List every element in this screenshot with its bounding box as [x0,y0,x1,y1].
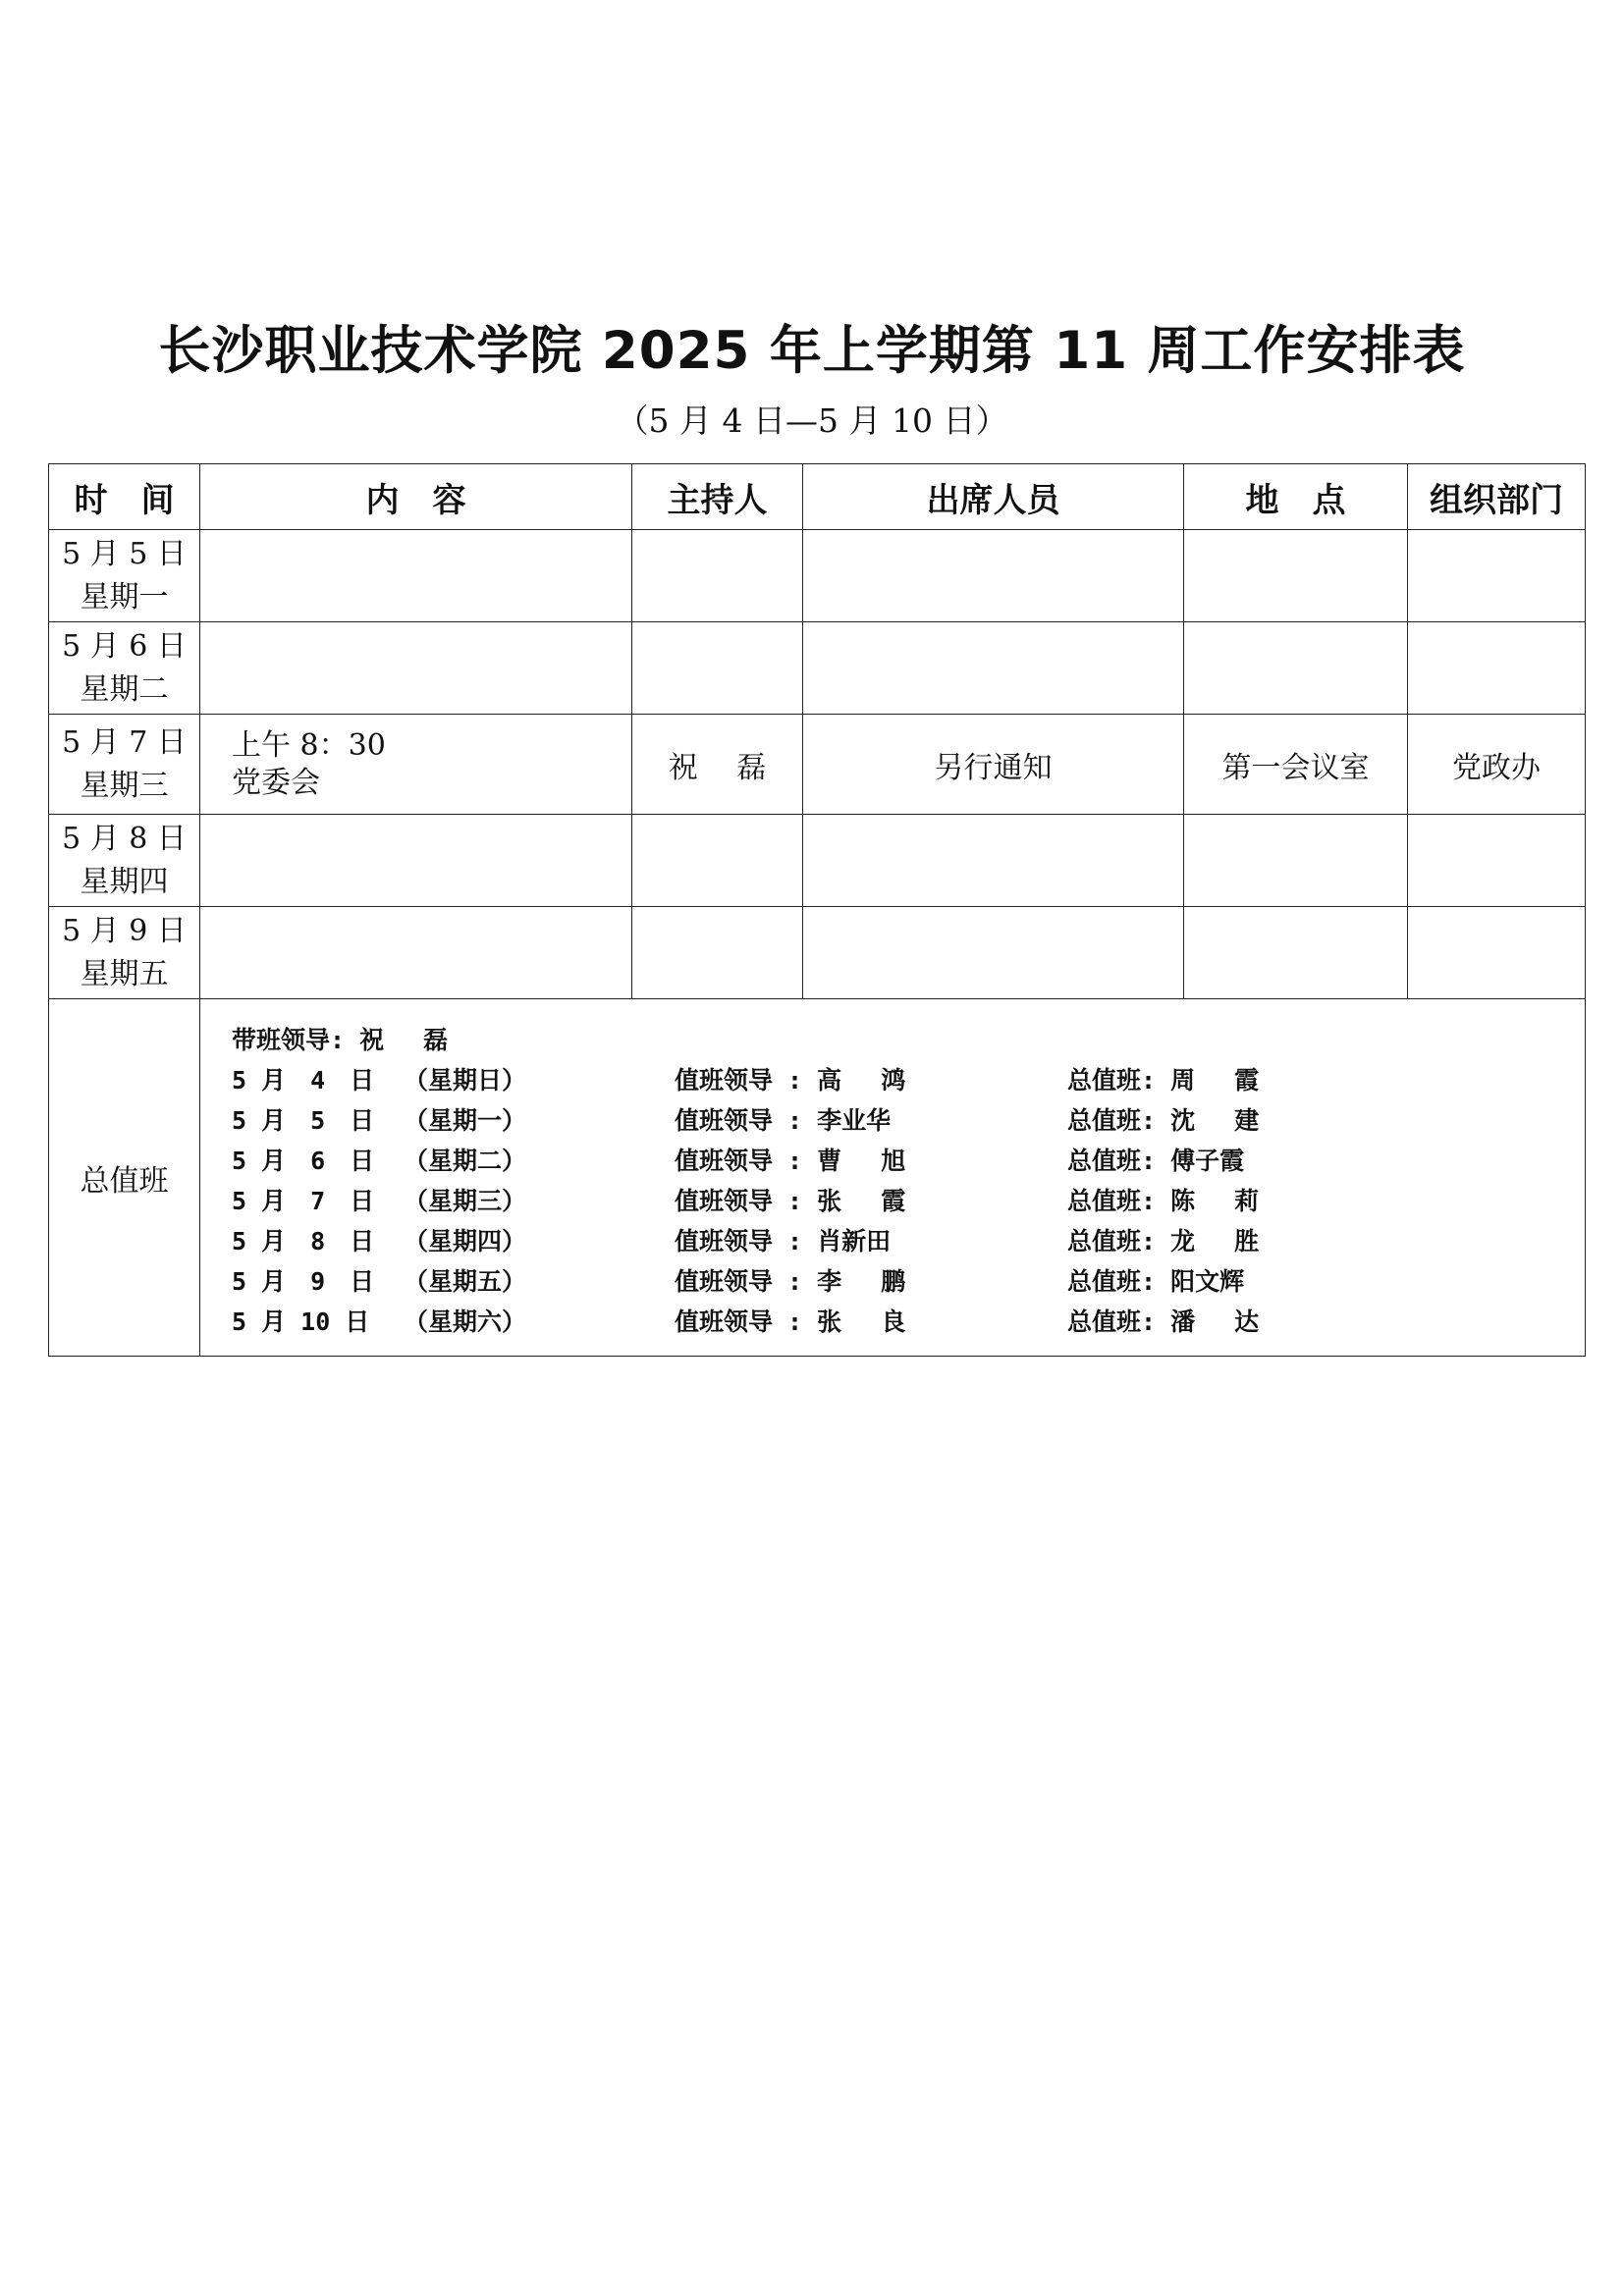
weekday-label: 星期二 [80,671,169,707]
general-duty: 总值班: 潘 达 [1067,1308,1260,1336]
general-duty: 总值班: 陈 莉 [1067,1187,1260,1215]
table-row [49,907,1586,999]
location-cell [1184,907,1408,999]
duty-date: 5 月 7 日 [232,1187,375,1215]
table-row [49,530,1586,622]
department-cell: 党政办 [1408,715,1586,815]
content-cell [200,622,632,715]
date-label: 5 月 7 日 [62,724,187,760]
content-cell [200,530,632,622]
duty-weekday: （星期日） [404,1066,527,1095]
general-duty: 总值班: 沈 建 [1067,1106,1260,1135]
duty-entry [232,1261,1585,1302]
location-cell [1184,622,1408,715]
attendees-cell [803,815,1184,907]
general-duty: 总值班: 傅子霞 [1067,1147,1245,1175]
duty-weekday: （星期三） [404,1187,527,1215]
department-cell [1408,530,1586,622]
column-header-department: 组织部门 [1408,464,1586,530]
duty-entry [232,1181,1585,1221]
duty-label-cell: 总值班 [49,999,200,1357]
column-header-location: 地 点 [1184,464,1408,530]
general-duty: 总值班: 周 霞 [1067,1066,1260,1095]
shift-leader-line: 带班领导: 祝 磊 [232,1026,449,1054]
content-cell [200,715,632,815]
date-cell [49,907,200,999]
content-title: 党委会 [232,765,320,800]
content-cell [200,815,632,907]
content-cell [200,907,632,999]
general-duty: 总值班: 龙 胜 [1067,1227,1260,1255]
column-header-time: 时 间 [49,464,200,530]
date-cell [49,530,200,622]
weekday-label: 星期五 [80,956,169,991]
duty-date: 5 月 6 日 [232,1147,375,1175]
page-title: 长沙职业技术学院 2025 年上学期第 11 周工作安排表 [158,321,1466,381]
duty-roster-cell [200,999,1586,1357]
weekday-label: 星期四 [80,864,169,899]
host-cell [632,815,803,907]
duty-row [49,999,1586,1357]
duty-date: 5 月 10 日 [232,1308,370,1336]
date-label: 5 月 8 日 [62,821,187,856]
date-cell [49,622,200,715]
date-label: 5 月 9 日 [62,913,187,948]
duty-leader: 值班领导 : 张 良 [675,1308,906,1336]
host-cell [632,530,803,622]
schedule-table [48,463,1586,1357]
duty-date: 5 月 9 日 [232,1267,375,1296]
duty-entry [232,1141,1585,1181]
table-header-row [49,464,1586,530]
department-cell [1408,815,1586,907]
department-cell [1408,622,1586,715]
general-duty: 总值班: 阳文辉 [1067,1267,1245,1296]
duty-date: 5 月 8 日 [232,1227,375,1255]
duty-weekday: （星期四） [404,1227,527,1255]
duty-weekday: （星期二） [404,1147,527,1175]
host-cell: 祝 磊 [632,715,803,815]
date-label: 5 月 5 日 [62,536,187,571]
duty-leader: 值班领导 : 高 鸿 [675,1066,906,1095]
duty-date: 5 月 5 日 [232,1106,375,1135]
duty-leader: 值班领导 : 肖新田 [675,1227,892,1255]
date-label: 5 月 6 日 [62,628,187,664]
date-range-subtitle: （5 月 4 日—5 月 10 日） [616,401,1008,440]
weekday-label: 星期三 [80,768,169,803]
duty-weekday: （星期五） [404,1267,527,1296]
duty-entry [232,1060,1585,1100]
duty-leader: 值班领导 : 李业华 [675,1106,892,1135]
duty-leader: 值班领导 : 曹 旭 [675,1147,906,1175]
duty-entry [232,1221,1585,1261]
duty-entry [232,1302,1585,1342]
date-cell [49,815,200,907]
duty-weekday: （星期一） [404,1106,527,1135]
content-time: 上午 8：30 [232,727,386,763]
duty-leader: 值班领导 : 李 鹏 [675,1267,906,1296]
location-cell [1184,815,1408,907]
duty-leader: 值班领导 : 张 霞 [675,1187,906,1215]
table-row [49,815,1586,907]
table-row [49,622,1586,715]
attendees-cell [803,530,1184,622]
location-cell [1184,530,1408,622]
date-cell [49,715,200,815]
location-cell: 第一会议室 [1184,715,1408,815]
host-cell [632,907,803,999]
attendees-cell [803,622,1184,715]
column-header-attendees: 出席人员 [803,464,1184,530]
department-cell [1408,907,1586,999]
host-cell [632,622,803,715]
attendees-cell [803,907,1184,999]
weekday-label: 星期一 [80,579,169,614]
column-header-host: 主持人 [632,464,803,530]
duty-date: 5 月 4 日 [232,1066,375,1095]
duty-weekday: （星期六） [404,1308,527,1336]
attendees-cell: 另行通知 [803,715,1184,815]
duty-entry [232,1100,1585,1141]
column-header-content: 内 容 [200,464,632,530]
table-row [49,715,1586,815]
